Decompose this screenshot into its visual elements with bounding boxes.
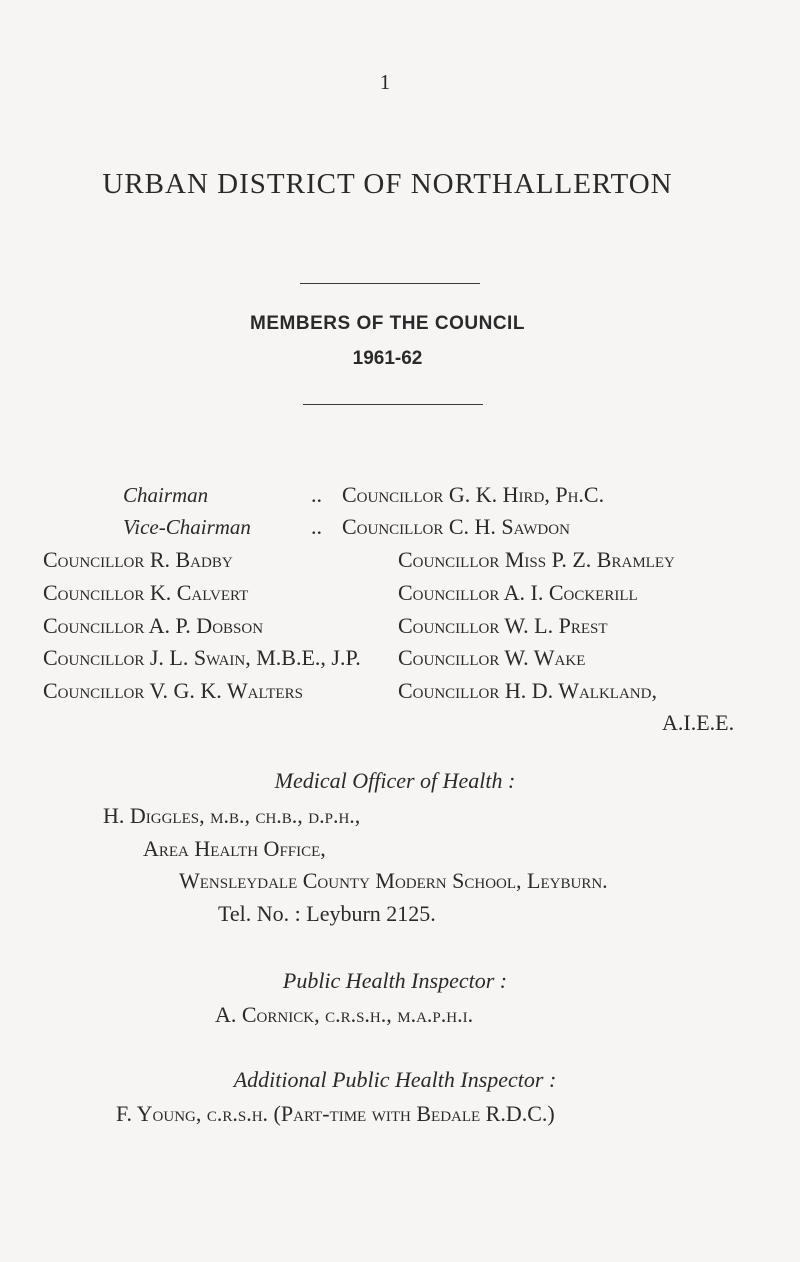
member-left: Councillor J. L. Swain, M.B.E., J.P. [43, 645, 361, 670]
medical-officer-office: Area Health Office, [143, 836, 326, 861]
section-heading: MEMBERS OF THE COUNCIL [250, 313, 525, 334]
member-right: Councillor A. I. Cockerill [398, 580, 638, 605]
member-left: Councillor R. Badby [43, 547, 233, 572]
medical-officer-heading: Medical Officer of Health : [274, 768, 516, 793]
council-term: 1961-62 [352, 348, 423, 369]
medical-officer-telephone: Tel. No. : Leyburn 2125. [218, 901, 436, 926]
divider-top [300, 283, 480, 284]
chairman-dots: .. [311, 482, 322, 507]
medical-officer-name: H. Diggles, m.b., ch.b., d.p.h., [103, 803, 361, 828]
member-right: Councillor W. Wake [398, 645, 586, 670]
divider-bottom [303, 404, 483, 405]
document-title: URBAN DISTRICT OF NORTHALLERTON [102, 168, 673, 200]
inspector-heading: Public Health Inspector : [282, 968, 508, 993]
member-left: Councillor K. Calvert [43, 580, 249, 605]
member-right-qualification: A.I.E.E. [662, 710, 735, 735]
chairman-role: Chairman [123, 483, 209, 507]
member-right: Councillor H. D. Walkland, [398, 678, 657, 703]
member-left: Councillor A. P. Dobson [43, 613, 264, 638]
member-right: Councillor W. L. Prest [398, 613, 608, 638]
chairman-name: Councillor G. K. Hird, Ph.C. [342, 482, 605, 507]
vice-chairman-role: Vice-Chairman [123, 515, 251, 539]
inspector-name: A. Cornick, c.r.s.h., m.a.p.h.i. [215, 1002, 474, 1027]
vice-chairman-name: Councillor C. H. Sawdon [342, 514, 570, 539]
member-left: Councillor V. G. K. Walters [43, 678, 303, 703]
member-right: Councillor Miss P. Z. Bramley [398, 547, 675, 572]
page-number: 1 [379, 70, 391, 94]
medical-officer-address: Wensleydale County Modern School, Leyburn. [179, 868, 608, 893]
additional-inspector-heading: Additional Public Health Inspector : [233, 1067, 557, 1092]
additional-inspector-name: F. Young, c.r.s.h. (Part-time with Bedale R.D.C.) [116, 1101, 555, 1126]
vice-chairman-dots: .. [311, 514, 322, 539]
